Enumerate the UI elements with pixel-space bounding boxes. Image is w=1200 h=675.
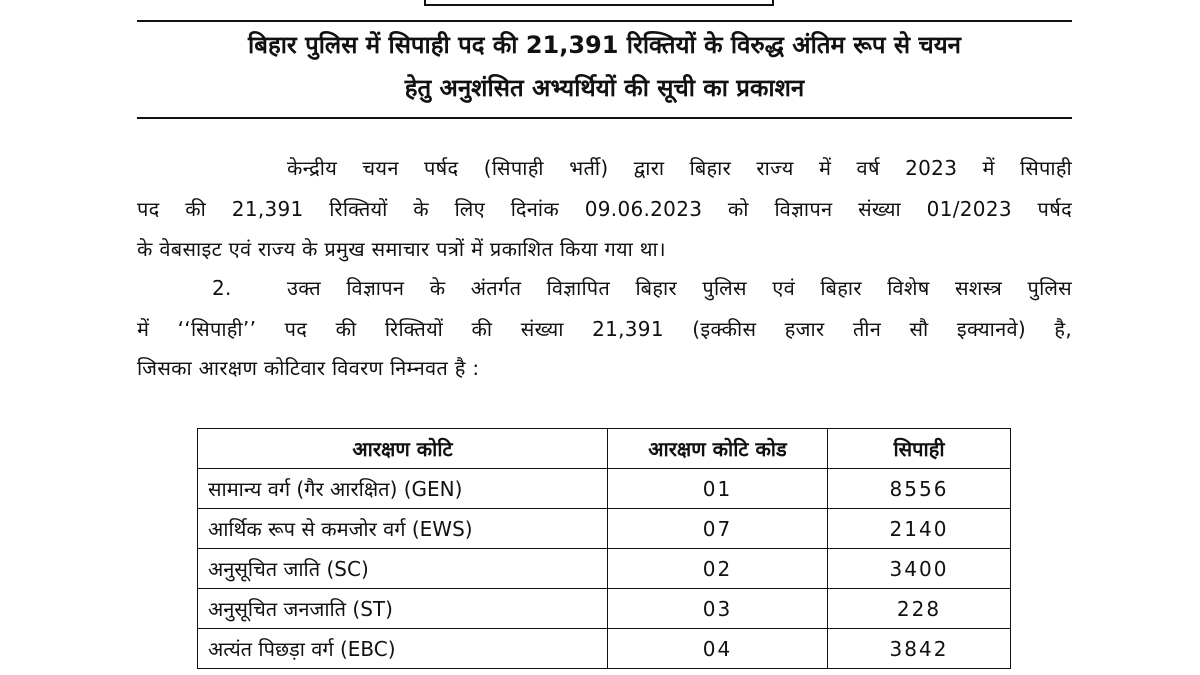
- row-code: 01: [608, 469, 828, 509]
- paragraph-2-line-3: जिसका आरक्षण कोटिवार विवरण निम्नवत है :: [137, 356, 480, 380]
- top-frame-box: [424, 0, 774, 6]
- table-row: [198, 549, 1011, 589]
- heading-top-rule: [137, 20, 1072, 22]
- header-constable: सिपाही: [828, 429, 1011, 469]
- table-row: [198, 589, 1011, 629]
- row-category: अनुसूचित जाति (SC): [198, 549, 608, 589]
- table-header-row: [198, 429, 1011, 469]
- table-row: [198, 469, 1011, 509]
- row-count: 3400: [828, 549, 1011, 589]
- paragraph-2-number: 2.: [212, 276, 232, 300]
- row-count: 3842: [828, 629, 1011, 669]
- table-row: [198, 509, 1011, 549]
- heading-line-2: हेतु अनुशंसित अभ्यर्थियों की सूची का प्रकाशन: [404, 74, 805, 102]
- row-count: 8556: [828, 469, 1011, 509]
- paragraph-1-line-3: के वेबसाइट एवं राज्य के प्रमुख समाचार पत्रों में प्रकाशित किया गया था।: [137, 237, 666, 261]
- row-code: 07: [608, 509, 828, 549]
- table-row: [198, 629, 1011, 669]
- paragraph-1-line-2: पद की 21,391 रिक्तियों के लिए दिनांक 09.06.2023 को विज्ञापन संख्या 01/2023 पर्षद: [137, 197, 1072, 221]
- header-code: आरक्षण कोटि कोड: [608, 429, 828, 469]
- paragraph-2-line-1: उक्त विज्ञापन के अंतर्गत विज्ञापित बिहार पुलिस एवं बिहार विशेष सशस्त्र पुलिस: [287, 276, 1072, 300]
- row-category: सामान्य वर्ग (गैर आरक्षित) (GEN): [198, 469, 608, 509]
- header-category: आरक्षण कोटि: [198, 429, 608, 469]
- row-category: अत्यंत पिछड़ा वर्ग (EBC): [198, 629, 608, 669]
- row-code: 02: [608, 549, 828, 589]
- row-count: 2140: [828, 509, 1011, 549]
- row-category: आर्थिक रूप से कमजोर वर्ग (EWS): [198, 509, 608, 549]
- heading-bottom-rule: [137, 117, 1072, 119]
- row-code: 04: [608, 629, 828, 669]
- heading-line-1: बिहार पुलिस में सिपाही पद की 21,391 रिक्तियों के विरुद्ध अंतिम रूप से चयन: [248, 31, 961, 59]
- paragraph-2-line-2: में ‘‘सिपाही’’ पद की रिक्तियों की संख्या 21,391 (इक्कीस हजार तीन सौ इक्यानवे) है,: [137, 317, 1072, 341]
- paragraph-1-line-1: केन्द्रीय चयन पर्षद (सिपाही भर्ती) द्वारा बिहार राज्य में वर्ष 2023 में सिपाही: [287, 156, 1072, 180]
- reservation-category-table: [197, 428, 1011, 669]
- row-code: 03: [608, 589, 828, 629]
- row-category: अनुसूचित जनजाति (ST): [198, 589, 608, 629]
- row-count: 228: [828, 589, 1011, 629]
